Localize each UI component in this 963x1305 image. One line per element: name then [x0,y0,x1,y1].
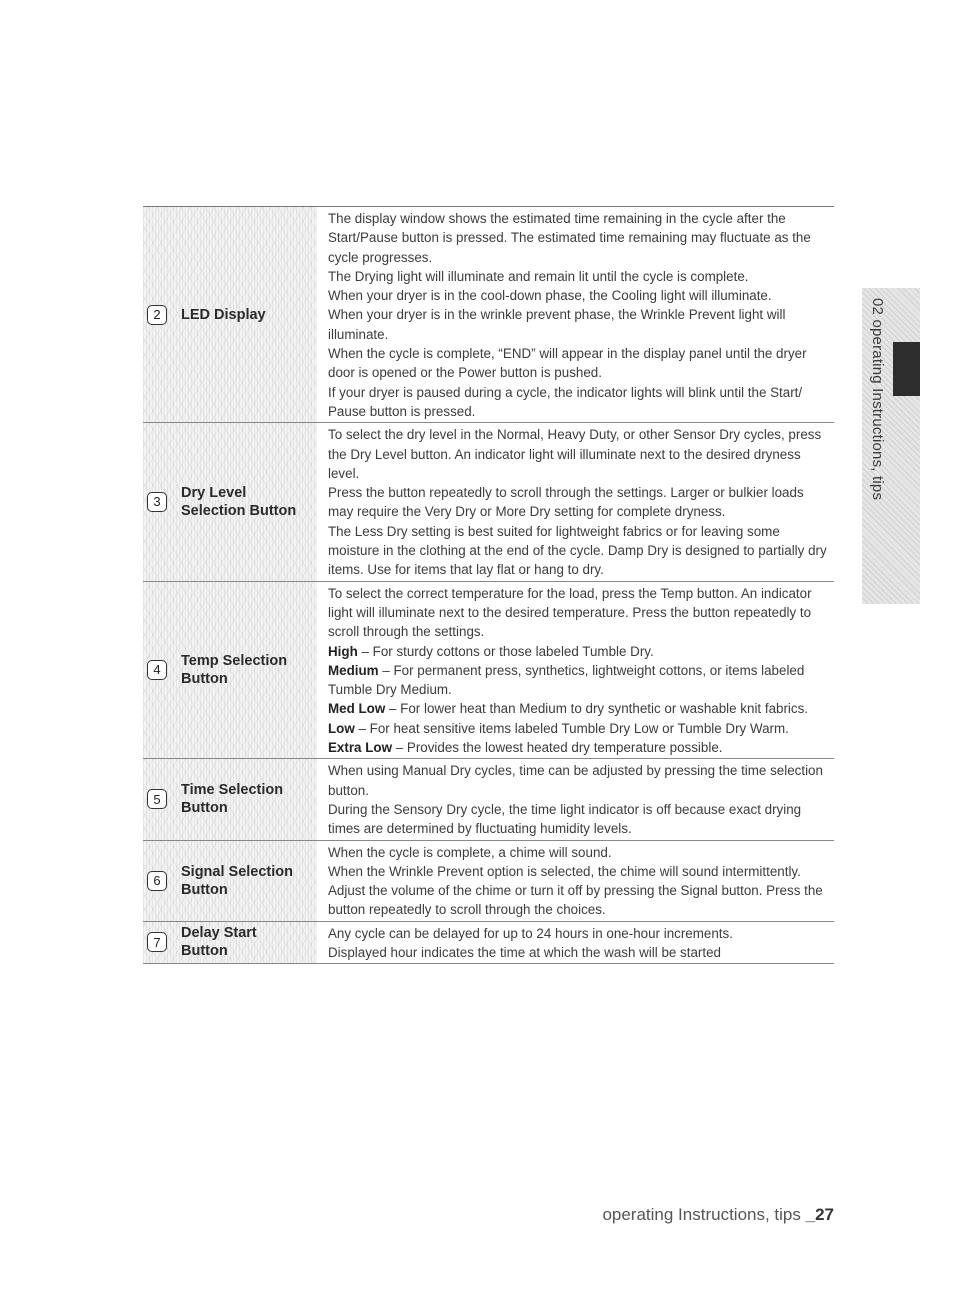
temp-option-name: Extra Low [328,740,392,756]
feature-label-cell [143,922,317,964]
feature-number: 7 [147,932,167,952]
temp-option [328,719,830,738]
feature-label: Dry Level Selection Button [181,484,297,519]
description-paragraph: Press the button repeatedly to scroll through the settings. Larger or bulkier loads may require the Very Dry or More Dry setting for complete dryness. [328,485,804,520]
feature-number: 6 [147,871,167,891]
temp-option-name: Medium [328,662,379,678]
feature-description [317,423,834,580]
feature-label-cell [143,207,317,422]
feature-row-temp-selection [143,582,834,760]
description-paragraph: When using Manual Dry cycles, time can be adjusted by pressing the time selection button. [328,763,823,798]
temp-option-desc: – For permanent press, synthetics, lightweight cottons, or items labeled Tumble Dry Medium. [328,662,805,698]
description-paragraph: If your dryer is paused during a cycle, the indicator lights will blink until the Start/ Pause button is pressed. [328,384,803,419]
feature-label-cell [143,841,317,921]
feature-table [143,206,834,964]
temp-option-name: High [328,643,358,659]
feature-label: Time Selection Button [181,782,284,817]
temp-option-desc: – For sturdy cottons or those labeled Tumble Dry. [357,643,654,659]
feature-label: Delay Start Button [181,925,257,960]
feature-label: Temp Selection Button [181,652,288,687]
page-footer [602,1205,834,1225]
description-paragraph: When the cycle is complete, “END” will appear in the display panel until the dryer door is opened or the Power button is pushed. [328,346,807,381]
temp-option [328,699,830,718]
description-paragraph: When the cycle is complete, a chime will sound. [328,844,612,860]
feature-number: 5 [147,789,167,809]
description-paragraph: When your dryer is in the wrinkle prevent phase, the Wrinkle Prevent light will illuminate. [328,307,786,342]
temp-option [328,642,830,661]
page-number: _27 [805,1205,834,1224]
description-paragraph: To select the dry level in the Normal, Heavy Duty, or other Sensor Dry cycles, press the Dry Level button. An indicator light will illuminate next to the desired dryness level. [328,427,822,481]
footer-section-title: operating Instructions, tips [602,1205,801,1224]
temp-option-desc: – Provides the lowest heated dry temperature possible. [392,740,723,756]
description-paragraph: The Less Dry setting is best suited for lightweight fabrics or for leaving some moisture in the clothing at the end of the cycle. Damp Dry is designed to partially dry items. Use for items that lay flat or hang to dry. [328,523,827,578]
feature-row-dry-level [143,423,834,581]
feature-description [317,207,834,422]
description-paragraph: When your dryer is in the cool-down phase, the Cooling light will illuminate. [328,288,772,304]
feature-number: 4 [147,660,167,680]
feature-number: 3 [147,492,167,512]
feature-row-delay-start [143,922,834,965]
temp-option [328,738,830,757]
feature-description [317,582,834,759]
temp-option-desc: – For heat sensitive items labeled Tumble Dry Low or Tumble Dry Warm. [354,720,789,736]
feature-row-led-display [143,207,834,423]
temp-option-desc: – For lower heat than Medium to dry synthetic or washable knit fabrics. [385,701,809,717]
feature-description [317,759,834,839]
description-paragraph: The Drying light will illuminate and remain lit until the cycle is complete. [328,268,749,284]
feature-row-signal-selection [143,841,834,922]
feature-number: 2 [147,305,167,325]
description-paragraph: Adjust the volume of the chime or turn it off by pressing the Signal button. Press the button repeatedly to scroll through the choices. [328,883,823,918]
temp-option-name: Low [328,720,355,736]
feature-label-cell [143,759,317,839]
feature-label-cell [143,423,317,580]
side-tab-label: 02 operating Instructions, tips [869,298,886,501]
feature-label: Signal Selection Button [181,863,293,898]
description-paragraph: Displayed hour indicates the time at which the wash will be started [328,944,721,960]
description-paragraph: During the Sensory Dry cycle, the time light indicator is off because exact drying times are determined by fluctuating humidity levels. [328,801,802,837]
description-paragraph: When the Wrinkle Prevent option is selected, the chime will sound intermittently. [328,863,801,879]
feature-description [317,841,834,921]
description-paragraph: To select the correct temperature for the load, press the Temp button. An indicator light will illuminate next to the desired temperature. Press the button repeatedly to scroll through the settings. [328,585,812,640]
feature-label: LED Display [181,306,266,323]
side-tab-marker [893,342,920,396]
feature-row-time-selection [143,759,834,840]
description-paragraph: Any cycle can be delayed for up to 24 hours in one-hour increments. [328,925,733,941]
temp-option [328,661,830,700]
temp-option-name: Med Low [328,701,386,717]
feature-description [317,922,834,964]
feature-label-cell [143,582,317,759]
description-paragraph: The display window shows the estimated time remaining in the cycle after the Start/Pause button is pressed. The estimated time remaining may fluctuate as the cycle progresses. [328,211,811,265]
